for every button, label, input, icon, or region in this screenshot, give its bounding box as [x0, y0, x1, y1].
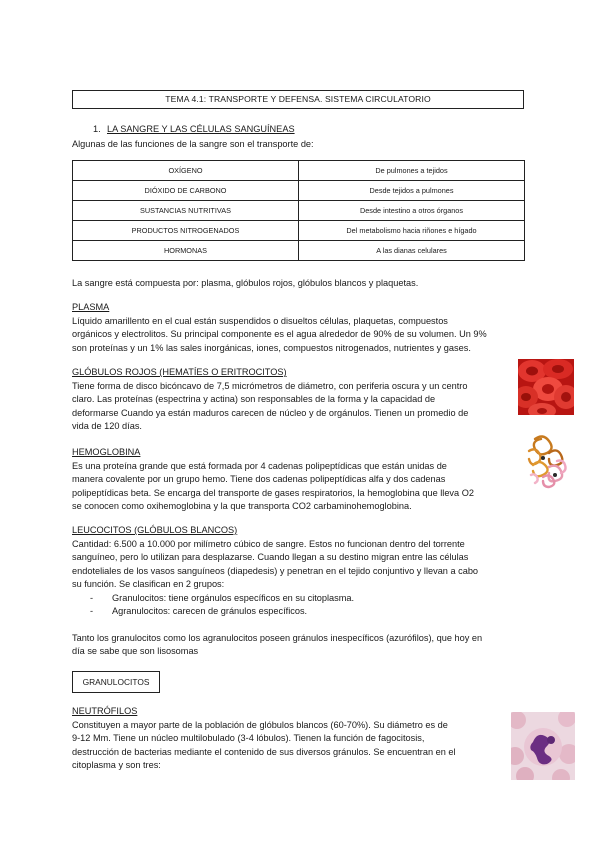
table-cell: Del metabolismo hacia riñones e hígado	[299, 221, 525, 241]
neutrophil-micrograph-image	[511, 712, 575, 780]
red-cells-paragraph	[72, 380, 512, 434]
section-number: 1.	[93, 124, 101, 134]
list-item: - Granulocitos: tiene orgánulos específicos en su citoplasma.	[90, 593, 355, 603]
intro-text: Algunas de las funciones de la sangre son el transporte de:	[72, 139, 314, 149]
hemoglobin-paragraph	[72, 460, 512, 514]
leukocytes-paragraph	[72, 538, 515, 592]
table-cell: SUSTANCIAS NUTRITIVAS	[73, 201, 299, 221]
table-cell: DIÓXIDO DE CARBONO	[73, 181, 299, 201]
text-line: polipeptídicas beta. Se encarga del transporte de gases respiratorios, la hemoglobina que lleva O2	[72, 487, 474, 498]
document-title: TEMA 4.1: TRANSPORTE Y DEFENSA. SISTEMA CIRCULATORIO	[72, 90, 524, 109]
text-line: endoteliales de los vasos sanguíneos (diapedesis) y penetran en el tejido conjuntivo y llevan a cabo	[72, 565, 479, 576]
table-cell: OXÍGENO	[73, 161, 299, 181]
table-cell: De pulmones a tejidos	[299, 161, 525, 181]
text-line: claro. Las proteínas (espectrina y actina) son responsables de la forma y la capacidad de	[72, 394, 436, 405]
list-item: - Agranulocitos: carecen de gránulos específicos.	[90, 606, 308, 617]
text-line: destrucción de bacterias mediante el contenido de sus diversos gránulos. Se encuentran en el	[72, 746, 456, 757]
text-line: Tiene forma de disco bicóncavo de 7,5 micrómetros de diámetro, con periferia oscura y un centro	[72, 381, 468, 391]
text-line: citoplasma y son tres:	[72, 760, 161, 771]
text-line: manera covalente por un grupo hemo. Tiene dos cadenas polipeptídicas alfa y dos cadenas	[72, 474, 446, 485]
table-cell: PRODUCTOS NITROGENADOS	[73, 221, 299, 241]
table-cell: A las dianas celulares	[299, 241, 525, 261]
section-heading	[93, 124, 295, 134]
text-line: Cantidad: 6.500 a 10.000 por milímetro cúbico de sangre. Estos no funcionan dentro del torrente	[72, 539, 465, 549]
text-line: Constituyen a mayor parte de la población de glóbulos blancos (60-70%). Su diámetro es de	[72, 720, 448, 730]
text-line: sanguíneo, pero lo utilizan para desplazarse. Cuando llegan a su destino migran entre las células	[72, 552, 469, 563]
text-line: deformarse Cuando ya están maduros carecen de núcleo y de orgánulos. Tienen un promedio de	[72, 407, 469, 418]
table-row	[73, 201, 525, 221]
neutrophils-heading: NEUTRÓFILOS	[72, 706, 138, 716]
leukocytes-heading: LEUCOCITOS (GLÓBULOS BLANCOS)	[72, 525, 238, 535]
plasma-paragraph	[72, 315, 515, 355]
table-row	[73, 241, 525, 261]
neutrophils-paragraph	[72, 719, 510, 773]
text-line: Tanto los granulocitos como los agranulocitos poseen gránulos inespecíficos (azurófilos), que hoy en	[72, 633, 483, 643]
transport-functions-table	[72, 160, 525, 261]
table-cell: Desde tejidos a pulmones	[299, 181, 525, 201]
red-cells-heading: GLÓBULOS ROJOS (HEMATÍES O ERITROCITOS)	[72, 367, 287, 377]
text-line: vida de 120 días.	[72, 421, 142, 432]
leukocyte-groups-list	[90, 592, 354, 619]
plasma-heading: PLASMA	[72, 302, 110, 312]
text-line: orgánicos y electrolitos. Su principal componente es el agua alrededor de 90% de su volumen. Un 9%	[72, 329, 487, 340]
text-line: son proteínas y un 1% las sales inorgánicas, iones, compuestos nitrogenados, nutrientes y gases.	[72, 342, 471, 353]
lysosomes-note	[72, 632, 515, 659]
table-cell: HORMONAS	[73, 241, 299, 261]
table-row	[73, 221, 525, 241]
text-line: se conocen como oxihemoglobina y la que transporta CO2 carbaminohemoglobina.	[72, 501, 412, 512]
section-title: LA SANGRE Y LAS CÉLULAS SANGUÍNEAS	[107, 124, 295, 134]
hemoglobin-heading: HEMOGLOBINA	[72, 447, 141, 457]
red-blood-cells-image	[518, 359, 574, 415]
text-line: su función. Se clasifican en 2 grupos:	[72, 579, 225, 590]
text-line: día se sabe que son lisosomas	[72, 646, 199, 657]
text-line: 9-12 Mm. Tiene un núcleo multilobulado (3-4 lóbulos). Tienen la función de fagocitosis,	[72, 733, 425, 744]
table-row	[73, 161, 525, 181]
text-line: Es una proteína grande que está formada por 4 cadenas polipeptídicas que están unidas de	[72, 461, 447, 471]
composition-text: La sangre está compuesta por: plasma, glóbulos rojos, glóbulos blancos y plaquetas.	[72, 278, 419, 288]
hemoglobin-structure-image	[519, 431, 581, 493]
granulocytes-box: GRANULOCITOS	[72, 671, 160, 693]
table-row	[73, 181, 525, 201]
text-line: Líquido amarillento en el cual están suspendidos o disueltos células, plaquetas, compuestos	[72, 316, 448, 326]
table-cell: Desde intestino a otros órganos	[299, 201, 525, 221]
